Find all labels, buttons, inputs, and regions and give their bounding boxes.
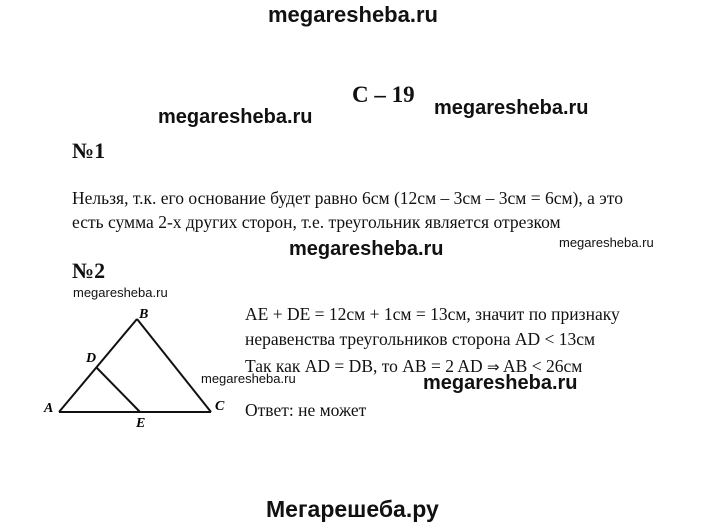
task2-answer: Ответ: не может bbox=[245, 400, 367, 420]
label-e: E bbox=[136, 416, 146, 431]
task2-line-3-end: AB < 26см bbox=[503, 356, 583, 376]
watermark-top: megaresheba.ru bbox=[268, 2, 438, 27]
watermark-small-figure: megaresheba.ru bbox=[201, 371, 296, 386]
watermark-title-right: megaresheba.ru bbox=[434, 97, 589, 119]
task2-line-1: AE + DE = 12см + 1см = 13см, значит по признаку bbox=[245, 304, 620, 324]
task2-line-3-start: Так как AD = DB, то AB = 2 AD bbox=[245, 356, 483, 376]
task1-line-2: есть сумма 2-х других сторон, т.е. треугольник является отрезком bbox=[72, 212, 561, 232]
task2-line-2: неравенства треугольников сторона AD < 13см bbox=[245, 329, 596, 349]
implies-symbol: ⇒ bbox=[487, 358, 500, 376]
watermark-small-left: megaresheba.ru bbox=[73, 285, 168, 300]
page-title: С – 19 bbox=[352, 82, 415, 107]
watermark-center: megaresheba.ru bbox=[289, 238, 444, 260]
watermark-small-right: megaresheba.ru bbox=[559, 235, 654, 250]
segment-de bbox=[96, 367, 140, 412]
label-d: D bbox=[86, 351, 97, 366]
task1-line-1: Нельзя, т.к. его основание будет равно 6см (12см – 3см – 3см = 6см), а это bbox=[72, 188, 623, 208]
label-b: B bbox=[139, 307, 149, 322]
label-c: C bbox=[215, 399, 225, 414]
task1-heading: №1 bbox=[72, 138, 106, 163]
side-bc bbox=[137, 319, 211, 412]
triangle-figure bbox=[38, 300, 268, 450]
task2-heading: №2 bbox=[72, 258, 106, 283]
watermark-title-left: megaresheba.ru bbox=[158, 106, 313, 128]
task2-line-3 bbox=[245, 354, 582, 379]
label-a: A bbox=[44, 401, 54, 416]
watermark-right-p2: megaresheba.ru bbox=[423, 372, 578, 394]
watermark-footer: Мегарешеба.ру bbox=[266, 496, 439, 522]
